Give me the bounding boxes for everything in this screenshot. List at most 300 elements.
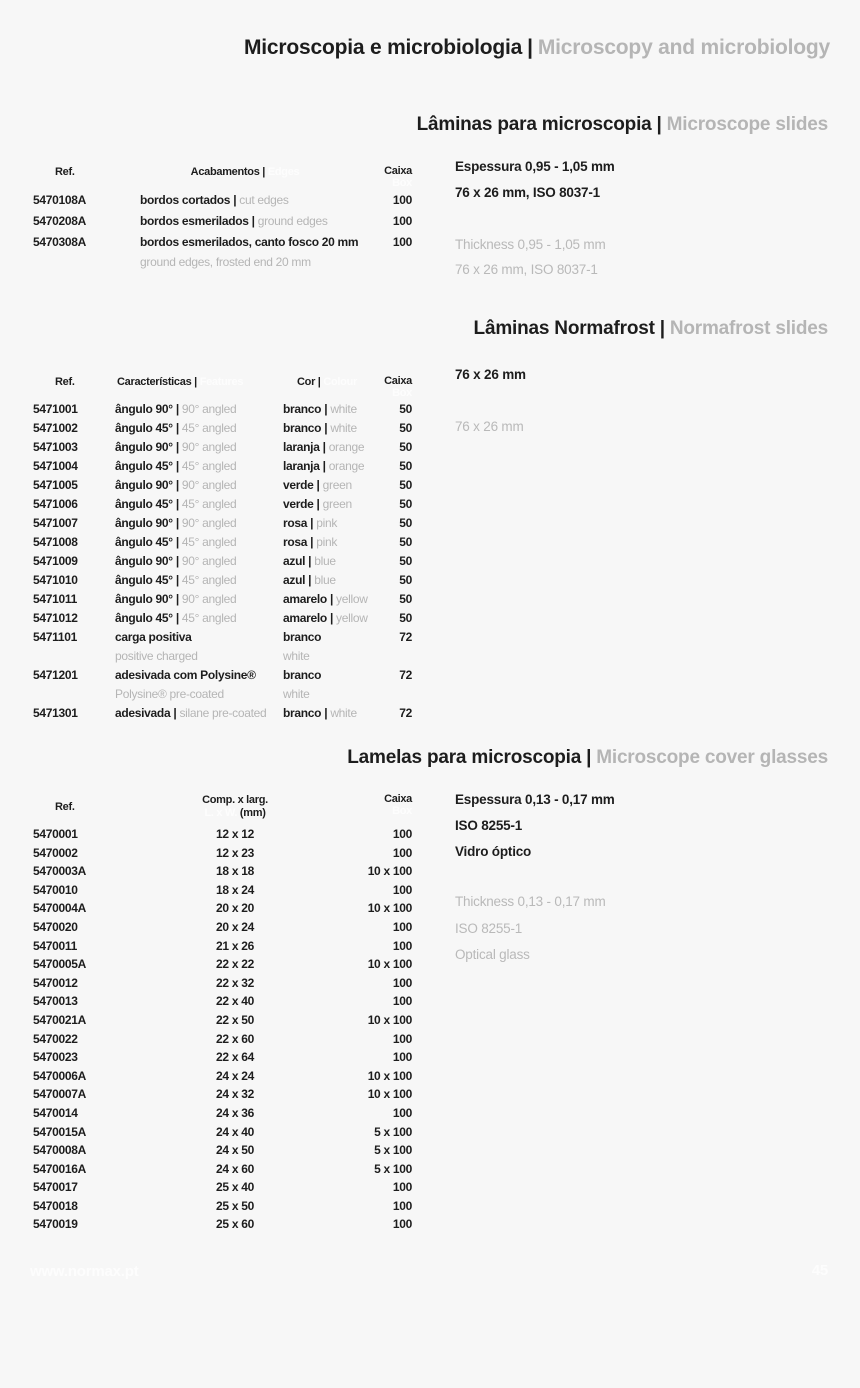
row-size: 24 x 60 — [216, 1161, 254, 1176]
cover-col-size-header — [140, 794, 330, 819]
table-row — [33, 862, 412, 881]
row-ref: 5470308A — [33, 235, 86, 249]
row-qty: 100 — [392, 1050, 412, 1065]
row-features — [115, 704, 283, 723]
row-ref: 5471002 — [33, 421, 78, 435]
row-features-pt: ângulo 45° | — [115, 459, 179, 473]
table-row — [33, 514, 412, 533]
row-size: 24 x 50 — [216, 1143, 254, 1158]
row-color-pt: branco | — [283, 402, 328, 416]
spec-line-en: Optical glass — [455, 947, 530, 962]
spec-line-en: ISO 8255-1 — [455, 920, 523, 936]
normafrost-col-qty-header-en: Box — [392, 386, 412, 399]
row-ref: 5471012 — [33, 611, 78, 625]
row-ref: 5471201 — [33, 668, 78, 682]
row-features-pt: adesivada | — [115, 706, 177, 720]
table-row — [33, 571, 412, 590]
page-title — [244, 34, 830, 62]
slides-col-finish-header — [140, 166, 350, 178]
row-finish-pt: bordos cortados | — [140, 193, 237, 207]
cover-col-size-header-line2 — [140, 807, 330, 820]
row-qty: 100 — [392, 938, 412, 953]
row-size: 22 x 60 — [216, 1031, 254, 1046]
cover-col-size-header-en: L. x W. — [204, 806, 238, 819]
row-features-en: 45° angled — [181, 535, 237, 549]
row-features-pt: ângulo 45° | — [115, 497, 179, 511]
normafrost-col-color-header-pt: Cor | — [297, 376, 321, 388]
row-features-en: 90° angled — [181, 516, 237, 530]
row-size: 24 x 32 — [216, 1087, 254, 1102]
row-ref: 5471008 — [33, 535, 78, 549]
row-features-en: 90° angled — [181, 402, 237, 416]
row-features-en: positive charged — [115, 649, 198, 663]
row-qty: 10 x 100 — [367, 1087, 412, 1102]
row-features-pt: ângulo 45° | — [115, 611, 179, 625]
row-qty: 100 — [392, 214, 412, 228]
row-ref: 5470016A — [33, 1161, 86, 1176]
slides-table — [33, 160, 412, 272]
table-row — [33, 974, 412, 993]
normafrost-col-feat-header-en: Features — [199, 376, 244, 388]
row-ref: 5471301 — [33, 706, 78, 720]
row-ref: 5470019 — [33, 1217, 78, 1232]
row-color-en: orange — [328, 459, 365, 473]
row-size: 25 x 50 — [216, 1198, 254, 1213]
row-qty: 50 — [399, 421, 412, 435]
row-color-en: white — [283, 649, 310, 663]
normafrost-col-color-header-en: Colour — [323, 376, 357, 388]
row-ref: 5471011 — [33, 592, 77, 606]
slides-table-header — [33, 160, 412, 190]
table-row — [33, 1030, 412, 1049]
cover-col-ref-header: Ref. — [55, 801, 75, 813]
row-ref: 5471004 — [33, 459, 78, 473]
row-ref: 5470002 — [33, 845, 78, 860]
spec-line-en: 76 x 26 mm — [455, 419, 524, 434]
row-features — [115, 495, 283, 514]
footer-website-url: www.normax.pt — [30, 1263, 139, 1280]
table-row — [33, 211, 412, 232]
spec-line-en: Thickness 0,95 - 1,05 mm — [455, 237, 606, 252]
row-features-en: 45° angled — [181, 611, 237, 625]
row-qty: 100 — [392, 827, 412, 841]
table-row — [33, 1104, 412, 1123]
row-qty: 10 x 100 — [367, 1068, 412, 1083]
table-row — [33, 400, 412, 419]
row-color — [283, 704, 378, 723]
row-qty: 5 x 100 — [374, 1143, 412, 1158]
cover-col-size-header-pt: Comp. x larg. — [202, 794, 268, 806]
slides-col-qty-header — [350, 166, 412, 189]
cover-glasses-specs-pt — [455, 787, 615, 865]
section-heading-slides — [417, 112, 828, 138]
spec-line-pt: 76 x 26 mm — [455, 367, 526, 382]
row-color-pt: verde | — [283, 478, 320, 492]
table-row — [33, 918, 412, 937]
row-qty: 100 — [392, 1180, 412, 1195]
row-size: 25 x 40 — [216, 1180, 254, 1195]
row-color-en: pink — [316, 535, 338, 549]
row-qty: 100 — [392, 235, 412, 249]
cover-glasses-table — [33, 789, 412, 1234]
table-row — [33, 476, 412, 495]
row-ref: 5470015A — [33, 1124, 86, 1139]
footer-page-number: 45 — [811, 1262, 828, 1279]
spec-line-en: Thickness 0,13 - 0,17 mm — [455, 894, 606, 909]
row-ref: 5471009 — [33, 554, 78, 568]
table-row — [33, 533, 412, 552]
table-row — [33, 704, 412, 723]
table-row — [33, 628, 412, 666]
row-features — [115, 400, 283, 419]
row-color — [283, 457, 378, 476]
row-ref: 5470003A — [33, 864, 86, 879]
table-row — [33, 495, 412, 514]
row-features — [115, 609, 283, 628]
heading-slides-en: Microscope slides — [666, 114, 828, 135]
table-row — [33, 937, 412, 956]
row-color-en: white — [283, 687, 310, 701]
row-color-pt: amarelo | — [283, 592, 334, 606]
spec-line-pt: 76 x 26 mm, ISO 8037-1 — [455, 185, 600, 200]
cover-col-size-header-unit: (mm) — [239, 806, 266, 819]
row-features-en: 90° angled — [181, 478, 237, 492]
row-features-pt: ângulo 90° | — [115, 440, 179, 454]
row-finish-en: ground edges — [257, 214, 328, 228]
table-row — [33, 552, 412, 571]
row-ref: 5470014 — [33, 1105, 78, 1120]
row-qty: 5 x 100 — [374, 1161, 412, 1176]
heading-normafrost-pt: Lâminas Normafrost — [473, 318, 655, 339]
row-color-pt: laranja | — [283, 459, 326, 473]
row-color-en: blue — [314, 554, 336, 568]
row-size: 12 x 12 — [216, 827, 254, 841]
row-size: 24 x 36 — [216, 1105, 254, 1120]
row-qty: 50 — [399, 459, 412, 473]
row-features-en: 90° angled — [181, 592, 237, 606]
row-color — [283, 438, 378, 457]
row-features-pt: ângulo 90° | — [115, 554, 179, 568]
table-row — [33, 1011, 412, 1030]
normafrost-table-rows — [33, 400, 412, 723]
row-color — [283, 476, 378, 495]
row-features-pt: carga positiva — [115, 630, 192, 644]
row-color — [283, 628, 378, 666]
row-finish — [140, 190, 350, 211]
row-size: 22 x 22 — [216, 957, 254, 972]
normafrost-col-feat-header-pt: Características | — [117, 376, 197, 388]
table-row — [33, 1067, 412, 1086]
row-size: 21 x 26 — [216, 938, 254, 953]
table-row — [33, 1178, 412, 1197]
row-ref: 5470001 — [33, 827, 78, 841]
row-qty: 100 — [392, 845, 412, 860]
row-color-en: white — [330, 421, 357, 435]
row-color-pt: rosa | — [283, 516, 314, 530]
heading-slides-separator: | — [656, 114, 662, 135]
row-ref: 5470006A — [33, 1068, 86, 1083]
cover-col-qty-header — [330, 794, 412, 817]
row-features-en: 45° angled — [181, 459, 237, 473]
row-qty: 10 x 100 — [367, 1012, 412, 1027]
heading-slides-pt: Lâminas para microscopia — [416, 114, 652, 135]
row-size: 18 x 18 — [216, 864, 254, 879]
row-features — [115, 628, 283, 666]
row-qty: 100 — [392, 1198, 412, 1213]
normafrost-specs-pt — [455, 362, 526, 388]
row-features-en: 45° angled — [181, 421, 237, 435]
spec-line-pt: Espessura 0,13 - 0,17 mm — [455, 792, 615, 807]
row-features-pt: ângulo 45° | — [115, 535, 179, 549]
table-row — [33, 1123, 412, 1142]
row-color-pt: laranja | — [283, 440, 326, 454]
row-qty: 100 — [392, 882, 412, 897]
row-color-pt: azul | — [283, 554, 312, 568]
table-row — [33, 992, 412, 1011]
heading-normafrost-en: Normafrost slides — [669, 318, 828, 339]
row-size: 22 x 40 — [216, 994, 254, 1009]
heading-normafrost-separator: | — [659, 318, 665, 339]
row-color-pt: branco | — [283, 421, 328, 435]
row-size: 22 x 50 — [216, 1012, 254, 1027]
row-qty: 10 x 100 — [367, 864, 412, 879]
slides-table-rows — [33, 190, 412, 272]
table-row — [33, 955, 412, 974]
table-row — [33, 899, 412, 918]
row-qty: 100 — [392, 975, 412, 990]
row-features — [115, 476, 283, 495]
row-color-pt: azul | — [283, 573, 312, 587]
row-color-pt: rosa | — [283, 535, 314, 549]
row-ref: 5470018 — [33, 1198, 78, 1213]
spec-line-en: 76 x 26 mm, ISO 8037-1 — [455, 261, 598, 277]
row-qty: 72 — [399, 630, 412, 644]
row-size: 18 x 24 — [216, 882, 254, 897]
cover-col-qty-header-en: Box — [392, 804, 412, 817]
row-color — [283, 609, 378, 628]
row-ref: 5471001 — [33, 402, 78, 416]
row-finish-en: ground edges, frosted end 20 mm — [140, 255, 311, 269]
table-row — [33, 1197, 412, 1216]
row-finish — [140, 211, 350, 232]
spec-line-pt: Vidro óptico — [455, 844, 532, 859]
section-heading-cover-glasses — [347, 745, 828, 771]
row-features — [115, 457, 283, 476]
row-qty: 50 — [399, 592, 412, 606]
heading-cover-pt: Lamelas para microscopia — [347, 747, 582, 768]
row-size: 25 x 60 — [216, 1217, 254, 1232]
cover-col-qty-header-pt: Caixa — [384, 793, 412, 805]
row-ref: 5470010 — [33, 882, 78, 897]
row-features-en: 90° angled — [181, 440, 237, 454]
row-ref: 5471005 — [33, 478, 78, 492]
table-row — [33, 666, 412, 704]
normafrost-specs-en — [455, 414, 524, 440]
row-color — [283, 533, 378, 552]
slides-col-finish-header-en: Edges — [267, 166, 300, 178]
normafrost-col-qty-header — [378, 376, 412, 399]
table-row — [33, 1160, 412, 1179]
row-features-pt: ângulo 90° | — [115, 592, 179, 606]
row-qty: 50 — [399, 402, 412, 416]
row-ref: 5470020 — [33, 919, 78, 934]
row-features-pt: ângulo 45° | — [115, 421, 179, 435]
row-qty: 50 — [399, 478, 412, 492]
row-qty: 50 — [399, 440, 412, 454]
row-color — [283, 552, 378, 571]
row-ref: 5470021A — [33, 1012, 86, 1027]
slides-col-qty-header-pt: Caixa — [384, 165, 412, 177]
table-row — [33, 1085, 412, 1104]
row-color — [283, 666, 378, 704]
slides-col-finish-header-pt: Acabamentos | — [190, 166, 266, 178]
section-heading-normafrost — [474, 316, 828, 342]
row-color-pt: branco — [283, 668, 322, 682]
slides-specs-en — [455, 233, 606, 282]
normafrost-table — [33, 372, 412, 723]
row-size: 20 x 24 — [216, 919, 254, 934]
slides-specs-pt — [455, 154, 615, 206]
row-ref: 5471006 — [33, 497, 78, 511]
row-features-pt: ângulo 90° | — [115, 516, 179, 530]
row-features — [115, 533, 283, 552]
row-ref: 5471007 — [33, 516, 78, 530]
row-size: 24 x 40 — [216, 1124, 254, 1139]
row-qty: 72 — [399, 706, 412, 720]
normafrost-col-qty-header-pt: Caixa — [384, 375, 412, 387]
row-qty: 100 — [392, 1105, 412, 1120]
row-qty: 100 — [392, 193, 412, 207]
row-ref: 5470005A — [33, 957, 86, 972]
row-ref: 5471010 — [33, 573, 78, 587]
row-qty: 50 — [399, 573, 412, 587]
page-title-pt: Microscopia e microbiologia — [243, 36, 523, 59]
row-features-en: silane pre-coated — [179, 706, 267, 720]
row-features — [115, 666, 283, 704]
row-features-en: Polysine® pre-coated — [115, 687, 224, 701]
row-size: 12 x 23 — [216, 845, 254, 860]
row-size: 24 x 24 — [216, 1068, 254, 1083]
row-finish-pt: bordos esmerilados, canto fosco 20 mm — [140, 235, 359, 249]
row-features — [115, 552, 283, 571]
normafrost-col-feat-header — [115, 376, 283, 388]
row-features — [115, 419, 283, 438]
row-qty: 10 x 100 — [367, 901, 412, 916]
row-ref: 5470012 — [33, 975, 78, 990]
row-color — [283, 590, 378, 609]
row-color-pt: branco | — [283, 706, 328, 720]
row-size: 22 x 64 — [216, 1050, 254, 1065]
normafrost-col-ref-header: Ref. — [55, 376, 75, 388]
row-features-pt: ângulo 45° | — [115, 573, 179, 587]
slides-col-qty-header-en: Box — [392, 176, 412, 189]
cover-glasses-table-rows — [33, 825, 412, 1234]
row-ref: 5470008A — [33, 1143, 86, 1158]
table-row — [33, 232, 412, 272]
row-qty: 50 — [399, 535, 412, 549]
row-finish-pt: bordos esmerilados | — [140, 214, 255, 228]
table-row — [33, 609, 412, 628]
row-color-en: pink — [316, 516, 338, 530]
row-features-en: 45° angled — [181, 497, 237, 511]
row-color — [283, 571, 378, 590]
table-row — [33, 590, 412, 609]
table-row — [33, 825, 412, 844]
table-row — [33, 881, 412, 900]
cover-glasses-specs-en — [455, 889, 606, 969]
normafrost-col-color-header — [283, 376, 378, 388]
row-features — [115, 438, 283, 457]
row-qty: 100 — [392, 1217, 412, 1232]
row-qty: 100 — [392, 919, 412, 934]
table-row — [33, 190, 412, 211]
row-qty: 50 — [399, 516, 412, 530]
row-ref: 5470017 — [33, 1180, 78, 1195]
row-color-en: white — [330, 706, 357, 720]
row-color-en: white — [330, 402, 357, 416]
page-title-separator: | — [527, 36, 533, 59]
row-ref: 5470108A — [33, 193, 86, 207]
row-ref: 5470007A — [33, 1087, 86, 1102]
row-features — [115, 514, 283, 533]
row-finish — [140, 232, 359, 272]
row-color-en: yellow — [336, 592, 368, 606]
row-ref: 5471003 — [33, 440, 78, 454]
row-ref: 5470023 — [33, 1050, 78, 1065]
row-qty: 100 — [392, 994, 412, 1009]
row-finish-en: cut edges — [239, 193, 289, 207]
table-row — [33, 1215, 412, 1234]
table-row — [33, 419, 412, 438]
table-row — [33, 1141, 412, 1160]
row-color-pt: amarelo | — [283, 611, 334, 625]
table-row — [33, 457, 412, 476]
row-ref: 5471101 — [33, 630, 77, 644]
row-color-en: green — [322, 497, 352, 511]
cover-glasses-table-header — [33, 789, 412, 825]
row-features-pt: ângulo 90° | — [115, 478, 179, 492]
row-qty: 50 — [399, 554, 412, 568]
row-ref: 5470004A — [33, 901, 86, 916]
normafrost-table-header — [33, 372, 412, 400]
row-features-pt: ângulo 90° | — [115, 402, 179, 416]
row-color-pt: branco — [283, 630, 322, 644]
row-color-en: yellow — [336, 611, 368, 625]
row-color — [283, 419, 378, 438]
page-title-en: Microscopy and microbiology — [537, 36, 830, 59]
row-size: 20 x 20 — [216, 901, 254, 916]
row-features — [115, 571, 283, 590]
row-qty: 50 — [399, 497, 412, 511]
row-size: 22 x 32 — [216, 975, 254, 990]
row-qty: 5 x 100 — [374, 1124, 412, 1139]
row-qty: 50 — [399, 611, 412, 625]
slides-col-ref-header: Ref. — [55, 166, 75, 178]
table-row — [33, 1048, 412, 1067]
row-features-en: 90° angled — [181, 554, 237, 568]
row-ref: 5470022 — [33, 1031, 78, 1046]
row-color — [283, 495, 378, 514]
row-color — [283, 400, 378, 419]
row-color — [283, 514, 378, 533]
table-row — [33, 844, 412, 863]
heading-cover-en: Microscope cover glasses — [596, 747, 828, 768]
row-qty: 100 — [392, 1031, 412, 1046]
row-ref: 5470011 — [33, 938, 77, 953]
row-features-en: 45° angled — [181, 573, 237, 587]
row-color-pt: verde | — [283, 497, 320, 511]
table-row — [33, 438, 412, 457]
